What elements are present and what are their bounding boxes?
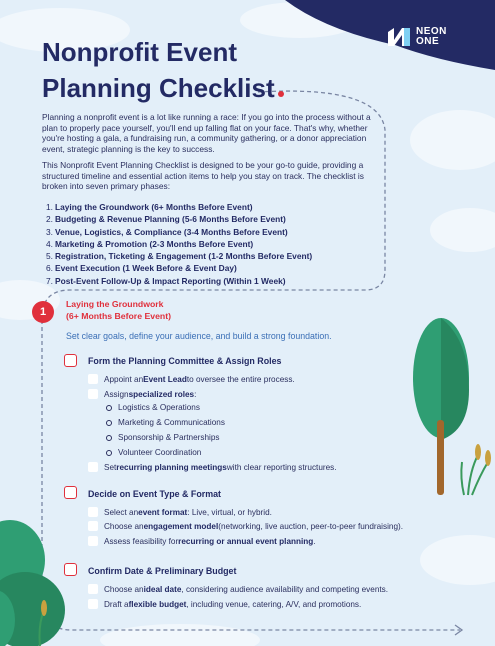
step-title [66, 298, 171, 322]
step-title-line1: Laying the Groundwork [66, 299, 164, 309]
intro-text [42, 112, 372, 197]
item-checkbox[interactable] [88, 462, 98, 472]
checklist-item: Assign specialized roles : [88, 389, 196, 399]
phase-item: 5. Registration, Ticketing & Engagement (1-2 Months Before Event) [46, 251, 313, 262]
item-checkbox[interactable] [88, 521, 98, 531]
step-title-line2: (6+ Months Before Event) [66, 311, 171, 321]
logo-line1: NEON [416, 26, 447, 37]
logo-wordmark [416, 27, 447, 47]
neon-one-logo-icon [386, 26, 412, 48]
item-checkbox[interactable] [88, 507, 98, 517]
checklist-item: Choose an engagement model (networking, live auction, peer-to-peer fundraising). [88, 521, 403, 531]
neon-one-logo [386, 26, 447, 48]
checklist-item: Draft a flexible budget , including venue, catering, A/V, and promotions. [88, 599, 361, 609]
step-number-badge: 1 [32, 301, 54, 323]
title-line1: Nonprofit Event [42, 37, 237, 67]
item-checkbox[interactable] [88, 374, 98, 384]
item-checkbox[interactable] [88, 599, 98, 609]
phase-item: 6. Event Execution (1 Week Before & Event Day) [46, 263, 237, 274]
item-checkbox[interactable] [88, 536, 98, 546]
section-checkbox-committee[interactable] [64, 354, 77, 367]
checklist-item: Assess feasibility for recurring or annual event planning . [88, 536, 316, 546]
title-dot [278, 91, 284, 97]
intro-paragraph-2: This Nonprofit Event Planning Checklist is designed to be your go-to guide, providing a structured timeline and essential action items to help you stay on track. The checklist is broken into seven primary phases: [42, 159, 364, 192]
phase-list [46, 201, 366, 287]
checklist-item: Set recurring planning meetings with clear reporting structures. [88, 462, 337, 472]
page-title [42, 34, 302, 106]
phase-item: 2. Budgeting & Revenue Planning (5-6 Months Before Event) [46, 214, 286, 225]
title-line2: Planning Checklist [42, 73, 275, 103]
role-bullet: Sponsorship & Partnerships [106, 433, 220, 442]
checklist-item: Choose an ideal date , considering audience availability and competing events. [88, 584, 388, 594]
logo-line2: ONE [416, 36, 440, 47]
checklist-item: Appoint an Event Lead to oversee the entire process. [88, 374, 295, 384]
item-checkbox[interactable] [88, 584, 98, 594]
intro-paragraph-1: Planning a nonprofit event is a lot like running a race: If you go into the process without a plan to properly pace yourself, you'll end up falling flat on your face. That's why, whether you're hosting a gala, a fundraising run, a community gathering, or a donor appreciation event, strategic planning is the key to success. [42, 112, 371, 155]
role-bullet: Marketing & Communications [106, 418, 225, 427]
checklist-item: Select an event format : Live, virtual, or hybrid. [88, 507, 272, 517]
section-title-committee: Form the Planning Committee & Assign Roles [88, 356, 282, 366]
role-bullet: Volunteer Coordination [106, 448, 201, 457]
section-checkbox-budget[interactable] [64, 563, 77, 576]
role-bullet: Logistics & Operations [106, 403, 200, 412]
phase-item: 3. Venue, Logistics, & Compliance (3-4 Months Before Event) [46, 226, 288, 237]
section-title-budget: Confirm Date & Preliminary Budget [88, 566, 237, 576]
step-subtitle: Set clear goals, define your audience, and build a strong foundation. [66, 331, 332, 341]
section-checkbox-format[interactable] [64, 486, 77, 499]
phase-item: 1. Laying the Groundwork (6+ Months Before Event) [46, 202, 253, 212]
item-checkbox[interactable] [88, 389, 98, 399]
section-title-format: Decide on Event Type & Format [88, 489, 221, 499]
phase-item: 4. Marketing & Promotion (2-3 Months Before Event) [46, 238, 254, 249]
phase-item: 7. Post-Event Follow-Up & Impact Reporting (Within 1 Week) [46, 275, 286, 286]
